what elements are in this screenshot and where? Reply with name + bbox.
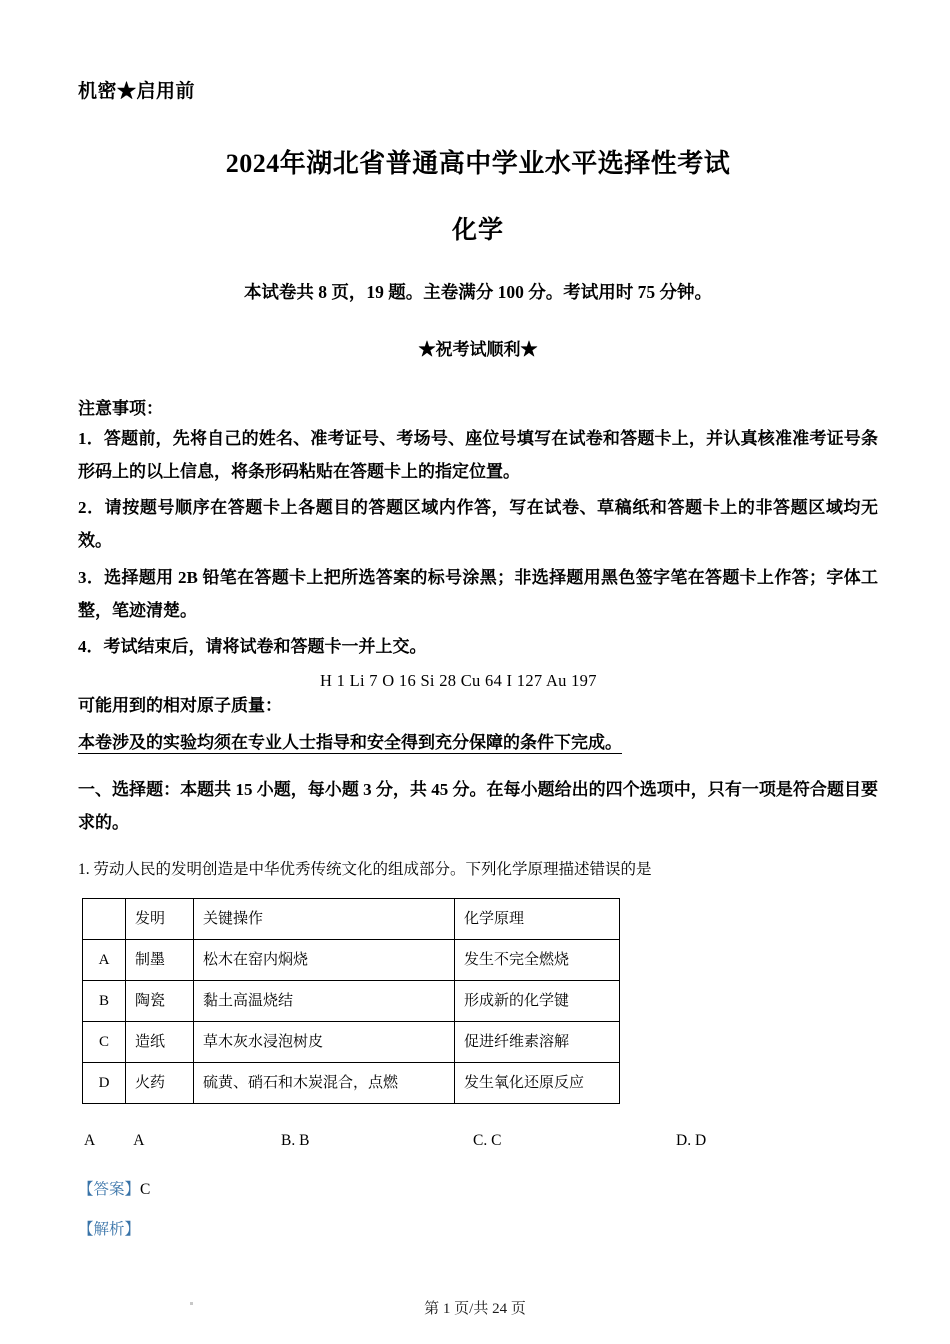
question-1-stem: 1. 劳动人民的发明创造是中华优秀传统文化的组成部分。下列化学原理描述错误的是	[78, 860, 652, 878]
option-d-prefix: D.	[676, 1132, 692, 1150]
row-a-invention: 制墨	[126, 940, 194, 981]
notice-item-3: 3．选择题用 2B 铅笔在答题卡上把所选答案的标号涂黑；非选择题用黑色签字笔在答题卡上作答；字体工整，笔迹清楚。	[78, 567, 878, 620]
row-label-c: C	[83, 1022, 126, 1063]
row-d-operation: 硫黄、硝石和木炭混合，点燃	[194, 1063, 455, 1104]
row-a-operation: 松木在窑内焖烧	[194, 940, 455, 981]
page-footer: 第 1 页/共 24 页	[424, 1301, 526, 1317]
option-c-text: C	[491, 1132, 502, 1150]
safety-note	[78, 727, 878, 759]
confidential-notice: 机密★启用前	[78, 81, 196, 102]
question-1-table	[82, 898, 620, 1104]
row-label-a: A	[83, 940, 126, 981]
exam-meta-line: 本试卷共 8 页，19 题。主卷满分 100 分。考试用时 75 分钟。	[243, 282, 713, 302]
option-b-prefix: B.	[281, 1132, 296, 1150]
table-header-principle: 化学原理	[455, 899, 620, 940]
atomic-mass-label: 可能用到的相对原子质量：	[78, 695, 282, 715]
analysis-line	[78, 1218, 878, 1241]
row-b-operation: 黏土高温烧结	[194, 981, 455, 1022]
option-d-text: D	[694, 1132, 707, 1150]
section-heading-multiple-choice: 一、选择题：本题共 15 小题，每小题 3 分，共 45 分。在每小题给出的四个选项中，只有一项是符合题目要求的。	[78, 780, 878, 833]
answer-value: C	[140, 1181, 151, 1199]
table-header-invention: 发明	[126, 899, 194, 940]
row-b-principle: 形成新的化学键	[455, 981, 620, 1022]
option-b[interactable]	[281, 1132, 309, 1150]
table-row	[83, 1063, 620, 1104]
subject-title: 化学	[451, 217, 504, 244]
notice-item-1: 1．答题前，先将自己的姓名、准考证号、考场号、座位号填写在试卷和答题卡上，并认真核准准考证号条形码上的以上信息，将条形码粘贴在答题卡上的指定位置。	[78, 429, 878, 482]
row-label-b: B	[83, 981, 126, 1022]
option-b-text: B	[299, 1132, 310, 1150]
row-d-principle: 发生氧化还原反应	[455, 1063, 620, 1104]
answer-line	[78, 1178, 878, 1201]
option-c[interactable]	[473, 1132, 501, 1150]
row-c-operation: 草木灰水浸泡树皮	[194, 1022, 455, 1063]
row-d-invention: 火药	[126, 1063, 194, 1104]
atomic-mass-values: H 1 Li 7 O 16 Si 28 Cu 64 I 127 Au 197	[320, 670, 597, 690]
row-c-principle: 促进纤维素溶解	[455, 1022, 620, 1063]
safety-note-text: 本卷涉及的实验均须在专业人士指导和安全得到充分保障的条件下完成。	[78, 732, 622, 752]
table-row	[83, 940, 620, 981]
answer-label: 【答案】	[78, 1181, 141, 1199]
row-b-invention: 陶瓷	[126, 981, 194, 1022]
row-label-d: D	[83, 1063, 126, 1104]
page-title: 2024年湖北省普通高中学业水平选择性考试	[225, 149, 731, 178]
option-c-prefix: C.	[473, 1132, 488, 1150]
analysis-label: 【解析】	[78, 1220, 141, 1238]
table-header-blank	[83, 899, 126, 940]
table-header-row	[83, 899, 620, 940]
atomic-mass-row	[78, 671, 878, 723]
option-d[interactable]	[676, 1132, 706, 1150]
table-header-operation: 关键操作	[194, 899, 455, 940]
row-a-principle: 发生不完全燃烧	[455, 940, 620, 981]
notice-heading: 注意事项：	[78, 399, 163, 418]
option-a[interactable]	[84, 1132, 144, 1150]
notice-item-4: 4．考试结束后，请将试卷和答题卡一并上交。	[78, 636, 427, 656]
row-c-invention: 造纸	[126, 1022, 194, 1063]
notice-item-2: 2．请按题号顺序在答题卡上各题目的答题区域内作答，写在试卷、草稿纸和答题卡上的非答题区域均无效。	[78, 498, 878, 551]
page-content	[78, 0, 878, 1241]
question-1-options	[78, 1132, 878, 1162]
table-row	[83, 1022, 620, 1063]
good-luck-line: ★祝考试顺利★	[418, 340, 538, 359]
option-a-text: A	[133, 1132, 145, 1150]
option-a-prefix: A	[84, 1132, 96, 1150]
table-row	[83, 981, 620, 1022]
